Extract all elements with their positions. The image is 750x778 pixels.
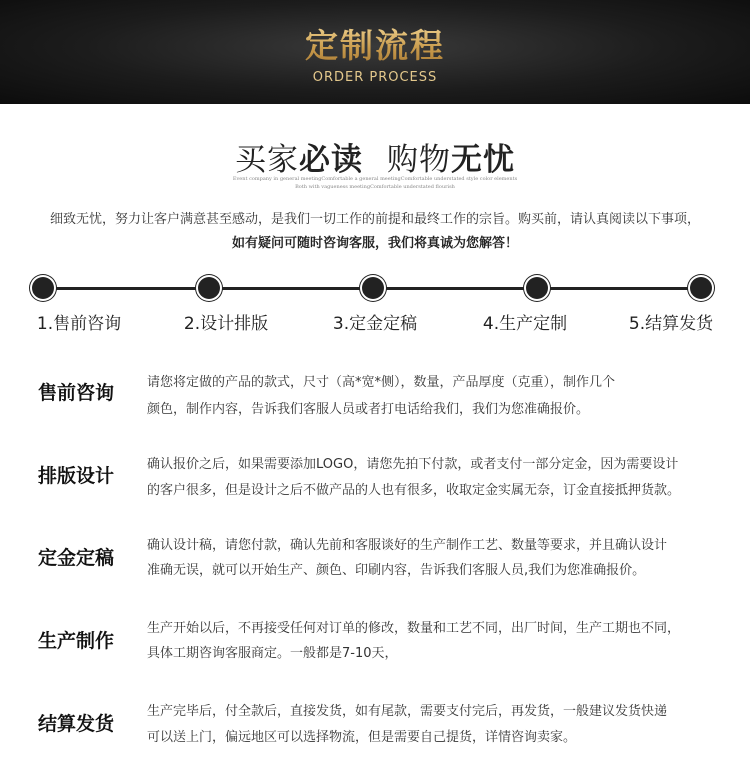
slogan-part1-normal: 买家 [235,142,299,178]
detail-text-presale-2: 颜色，制作内容，告诉我们客服人员或者打电话给我们，我们为您准确报价。 [147,402,590,417]
intro-line-1: 细致无忧，努力让客户满意甚至感动，是我们一切工作的前提和最终工作的宗旨。购买前，请认真阅读以下事项， [49,212,700,227]
detail-text-deposit-2: 准确无误，就可以开始生产、颜色、印刷内容，告诉我们客服人员,我们为您准确报价。 [147,563,646,578]
step-label-4: 4.生产定制 [482,314,568,334]
intro-line-2: 如有疑问可随时咨询客服，我们将真诚为您解答！ [231,236,518,251]
detail-text-production-2: 具体工期咨询客服商定。一般都是7-10天， [147,646,398,661]
header-title: 定制流程 [0,20,750,67]
slogan-part2-bold: 无忧 [451,142,515,178]
timeline-dot-1 [32,277,54,299]
detail-text-settlement-2: 可以送上门，偏远地区可以选择物流，但是需要自己提货，详情咨询卖家。 [147,730,577,745]
detail-title-deposit: 定金定稿 [38,547,115,569]
timeline-dot-3 [362,277,384,299]
timeline-dot-5 [690,277,712,299]
step-label-2: 2.设计排版 [183,314,269,334]
detail-text-settlement-1: 生产完毕后，付全款后，直接发货，如有尾款，需要支付完后，再发货，一般建议发货快递 [147,704,668,719]
detail-title-settlement: 结算发货 [38,713,115,735]
detail-text-design-2: 的客户很多，但是设计之后不做产品的人也有很多，收取定金实属无奈，订金直接抵押货款。 [147,483,681,498]
detail-title-presale: 售前咨询 [38,382,115,404]
step-label-1: 1.售前咨询 [36,314,122,334]
tiny-english-line-1: Event company in general meetingComfortable a general meetingComfortable understated style color elements [232,176,518,182]
detail-text-presale-1: 请您将定做的产品的款式，尺寸（高*宽*侧），数量，产品厚度（克重），制作几个 [147,375,616,390]
header-banner [0,0,750,104]
tiny-english-line-2: Both with vagueness meetingComfortable understated flourish [295,184,455,190]
timeline-dot-2 [198,277,220,299]
detail-title-design: 排版设计 [38,465,115,487]
slogan-part2-normal: 购物 [387,142,451,178]
header-subtitle: ORDER PROCESS [312,70,438,85]
slogan-part1-bold: 必读 [299,142,363,178]
timeline-dot-4 [526,277,548,299]
detail-text-production-1: 生产开始以后，不再接受任何对订单的修改，数量和工艺不同，出厂时间，生产工期也不同， [147,621,681,636]
detail-title-production: 生产制作 [38,630,115,652]
step-label-5: 5.结算发货 [628,314,714,334]
detail-text-deposit-1: 确认设计稿，请您付款，确认先前和客服谈好的生产制作工艺、数量等要求，并且确认设计 [147,538,668,553]
slogan [0,134,750,179]
detail-text-design-1: 确认报价之后，如果需要添加LOGO，请您先拍下付款，或者支付一部分定金，因为需要设计 [147,457,679,472]
step-label-3: 3.定金定稿 [332,314,418,334]
